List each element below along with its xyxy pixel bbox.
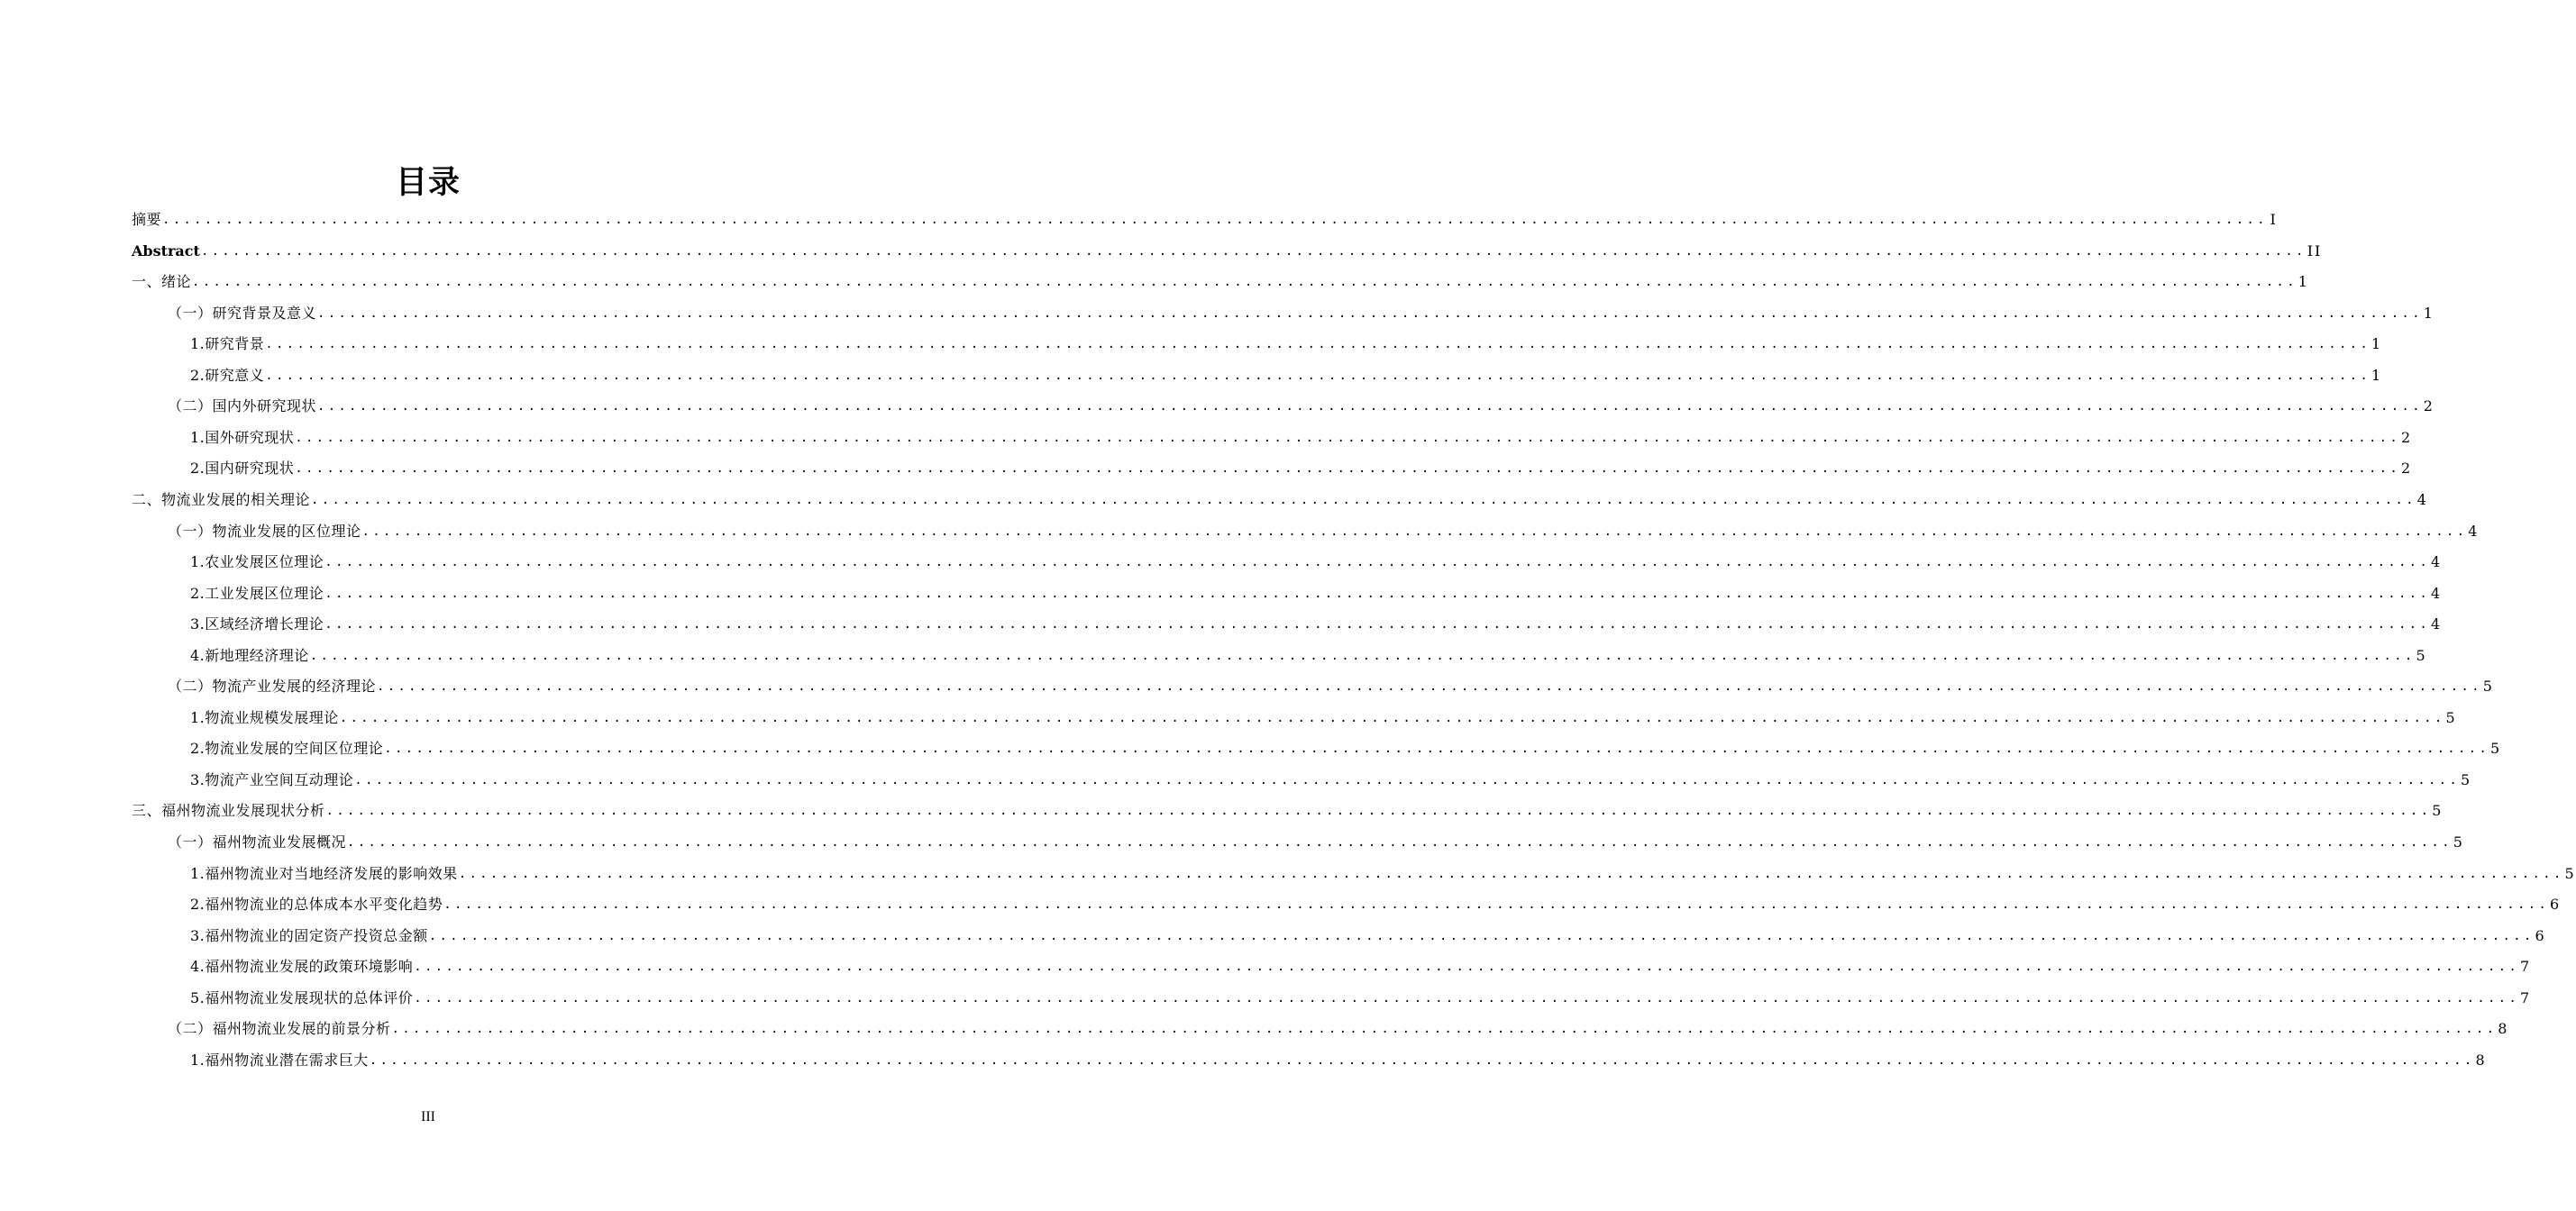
toc-entry-label: 2.工业发展区位理论 xyxy=(190,584,324,602)
toc-dot-leader: ........................................................................................................................................................................................................ xyxy=(369,1052,2475,1068)
toc-dot-leader: ........................................................................................................................................................................................................ xyxy=(192,275,2297,290)
toc-dot-leader: ........................................................................................................................................................................................................ xyxy=(325,804,2432,819)
toc-entry-label: 3.区域经济增长理论 xyxy=(190,615,324,633)
toc-dot-leader: ........................................................................................................................................................................................................ xyxy=(200,243,2307,259)
toc-entry-page: 1 xyxy=(2371,366,2383,384)
toc-entry[interactable] xyxy=(190,362,2383,389)
toc-entry-label: 2.研究意义 xyxy=(190,366,265,384)
toc-entry-page: 5 xyxy=(2453,833,2464,851)
toc-entry[interactable] xyxy=(168,393,2434,420)
page-number-footer: III xyxy=(421,1109,435,1124)
toc-entry-page: 5 xyxy=(2490,740,2502,758)
toc-entry[interactable] xyxy=(132,238,2323,265)
toc-entry-page: 4 xyxy=(2431,584,2443,602)
toc-entry-label: （一）研究背景及意义 xyxy=(168,304,317,322)
toc-entry-label: 二、物流业发展的相关理论 xyxy=(132,490,311,508)
toc-entry-page: 2 xyxy=(2401,428,2413,446)
toc-dot-leader: ........................................................................................................................................................................................................ xyxy=(339,710,2445,725)
toc-entry-label: 1.物流业规模发展理论 xyxy=(190,708,339,726)
toc-dot-leader: ........................................................................................................................................................................................................ xyxy=(414,990,2520,1006)
toc-entry-page: 6 xyxy=(2550,896,2562,914)
toc-entry-page: II xyxy=(2307,241,2323,260)
toc-entry-label: Abstract xyxy=(132,241,200,260)
toc-entry-page: 2 xyxy=(2401,460,2413,478)
toc-entry-page: 8 xyxy=(2475,1051,2487,1069)
toc-entry-page: 5 xyxy=(2416,646,2427,664)
toc-entry-page: 6 xyxy=(2535,926,2546,944)
toc-entry[interactable] xyxy=(190,549,2443,576)
toc-entry[interactable] xyxy=(168,300,2434,327)
toc-entry[interactable] xyxy=(168,673,2494,700)
toc-entry-label: 2.物流业发展的空间区位理论 xyxy=(190,740,384,758)
toc-dot-leader: ........................................................................................................................................................................................................ xyxy=(354,772,2461,788)
toc-entry-page: 4 xyxy=(2431,553,2443,571)
toc-entry-page: 4 xyxy=(2468,522,2480,540)
toc-entry-label: 4.福州物流业发展的政策环境影响 xyxy=(190,958,414,976)
toc-entry[interactable] xyxy=(190,1047,2487,1074)
toc-entry[interactable] xyxy=(190,860,2576,888)
toc-dot-leader: ........................................................................................................................................................................................................ xyxy=(377,679,2482,695)
toc-entry-page: 8 xyxy=(2498,1020,2509,1038)
toc-entry-page: 7 xyxy=(2520,988,2532,1006)
toc-dot-leader: ........................................................................................................................................................................................................ xyxy=(309,648,2416,663)
toc-entry-label: 1.农业发展区位理论 xyxy=(190,553,324,571)
toc-entry-label: 3.物流产业空间互动理论 xyxy=(190,770,354,788)
toc-dot-leader: ........................................................................................................................................................................................................ xyxy=(361,524,2468,539)
toc-entry-page: 1 xyxy=(2297,273,2309,291)
toc-entry[interactable] xyxy=(190,953,2532,980)
toc-entry-label: （二）福州物流业发展的前景分析 xyxy=(168,1020,391,1038)
toc-entry-page: 2 xyxy=(2423,397,2434,415)
toc-dot-leader: ........................................................................................................................................................................................................ xyxy=(414,960,2520,975)
page-title: 目录 xyxy=(395,164,461,201)
toc-entry-label: （二）物流产业发展的经济理论 xyxy=(168,678,377,696)
toc-entry-page: 5 xyxy=(2432,802,2444,820)
toc-entry-label: 2.国内研究现状 xyxy=(190,460,295,478)
toc-entry-label: 1.研究背景 xyxy=(190,335,265,353)
toc-entry[interactable] xyxy=(190,424,2413,451)
toc-entry-label: 1.福州物流业潜在需求巨大 xyxy=(190,1051,369,1069)
toc-entry[interactable] xyxy=(190,985,2532,1012)
toc-entry-page: 4 xyxy=(2431,615,2443,633)
toc-dot-leader: ........................................................................................................................................................................................................ xyxy=(295,430,2401,445)
toc-dot-leader: ........................................................................................................................................................................................................ xyxy=(324,617,2431,633)
toc-entry[interactable] xyxy=(190,767,2472,794)
toc-dot-leader: ........................................................................................................................................................................................................ xyxy=(265,368,2371,383)
toc-entry-label: 4.新地理经济理论 xyxy=(190,646,309,664)
toc-entry[interactable] xyxy=(190,642,2427,669)
toc-entry-page: 1 xyxy=(2371,335,2383,353)
toc-entry-page: 5 xyxy=(2445,708,2457,726)
toc-entry[interactable] xyxy=(168,518,2480,545)
toc-entry[interactable] xyxy=(168,829,2464,856)
toc-entry[interactable] xyxy=(190,455,2413,482)
toc-entry[interactable] xyxy=(132,269,2309,296)
toc-entry[interactable] xyxy=(190,580,2443,607)
toc-dot-leader: ........................................................................................................................................................................................................ xyxy=(265,337,2371,352)
toc-entry-page: 5 xyxy=(2461,770,2472,788)
toc-entry-page: 5 xyxy=(2482,678,2494,696)
toc-dot-leader: ........................................................................................................................................................................................................ xyxy=(384,742,2490,757)
toc-entry[interactable] xyxy=(190,923,2546,950)
toc-entry[interactable] xyxy=(190,891,2562,918)
toc-entry-label: （一）物流业发展的区位理论 xyxy=(168,522,361,540)
toc-entry-label: （一）福州物流业发展概况 xyxy=(168,833,347,851)
toc-entry[interactable] xyxy=(132,797,2444,824)
toc-dot-leader: ........................................................................................................................................................................................................ xyxy=(324,555,2431,570)
toc-entry[interactable] xyxy=(190,735,2502,762)
toc-dot-leader: ........................................................................................................................................................................................................ xyxy=(295,461,2401,477)
toc-entry-label: 一、绪论 xyxy=(132,273,192,291)
toc-entry-label: 5.福州物流业发展现状的总体评价 xyxy=(190,988,414,1006)
toc-dot-leader: ........................................................................................................................................................................................................ xyxy=(162,213,2268,227)
toc-dot-leader: ........................................................................................................................................................................................................ xyxy=(443,897,2550,913)
toc-entry-page: 1 xyxy=(2423,304,2434,322)
toc-entry-label: 1.福州物流业对当地经济发展的影响效果 xyxy=(190,864,458,882)
toc-entry[interactable] xyxy=(132,206,2278,233)
toc-entry-page: 4 xyxy=(2416,490,2428,508)
toc-entry-label: 2.福州物流业的总体成本水平变化趋势 xyxy=(190,896,443,914)
toc-dot-leader: ........................................................................................................................................................................................................ xyxy=(347,835,2453,850)
toc-entry[interactable] xyxy=(190,331,2383,358)
toc-dot-leader: ........................................................................................................................................................................................................ xyxy=(458,866,2564,881)
toc-dot-leader: ........................................................................................................................................................................................................ xyxy=(324,586,2431,601)
toc-dot-leader: ........................................................................................................................................................................................................ xyxy=(317,305,2423,321)
toc-entry[interactable] xyxy=(132,487,2428,514)
toc-dot-leader: ........................................................................................................................................................................................................ xyxy=(317,399,2423,414)
toc-entry[interactable] xyxy=(168,1015,2509,1043)
toc-entry[interactable] xyxy=(190,611,2443,638)
toc-entry-page: I xyxy=(2270,211,2278,228)
toc-entry-label: 摘要 xyxy=(132,211,162,228)
toc-entry-page: 5 xyxy=(2564,864,2576,882)
toc-entry-label: （二）国内外研究现状 xyxy=(168,397,317,415)
toc-dot-leader: ........................................................................................................................................................................................................ xyxy=(428,928,2535,943)
toc-entry-label: 三、福州物流业发展现状分析 xyxy=(132,802,325,820)
toc-entry-label: 1.国外研究现状 xyxy=(190,428,295,446)
toc-entry[interactable] xyxy=(190,705,2457,732)
toc-entry-label: 3.福州物流业的固定资产投资总金额 xyxy=(190,926,428,944)
toc-dot-leader: ........................................................................................................................................................................................................ xyxy=(311,492,2416,507)
toc-dot-leader: ........................................................................................................................................................................................................ xyxy=(391,1022,2498,1037)
toc-entry-page: 7 xyxy=(2520,958,2532,976)
